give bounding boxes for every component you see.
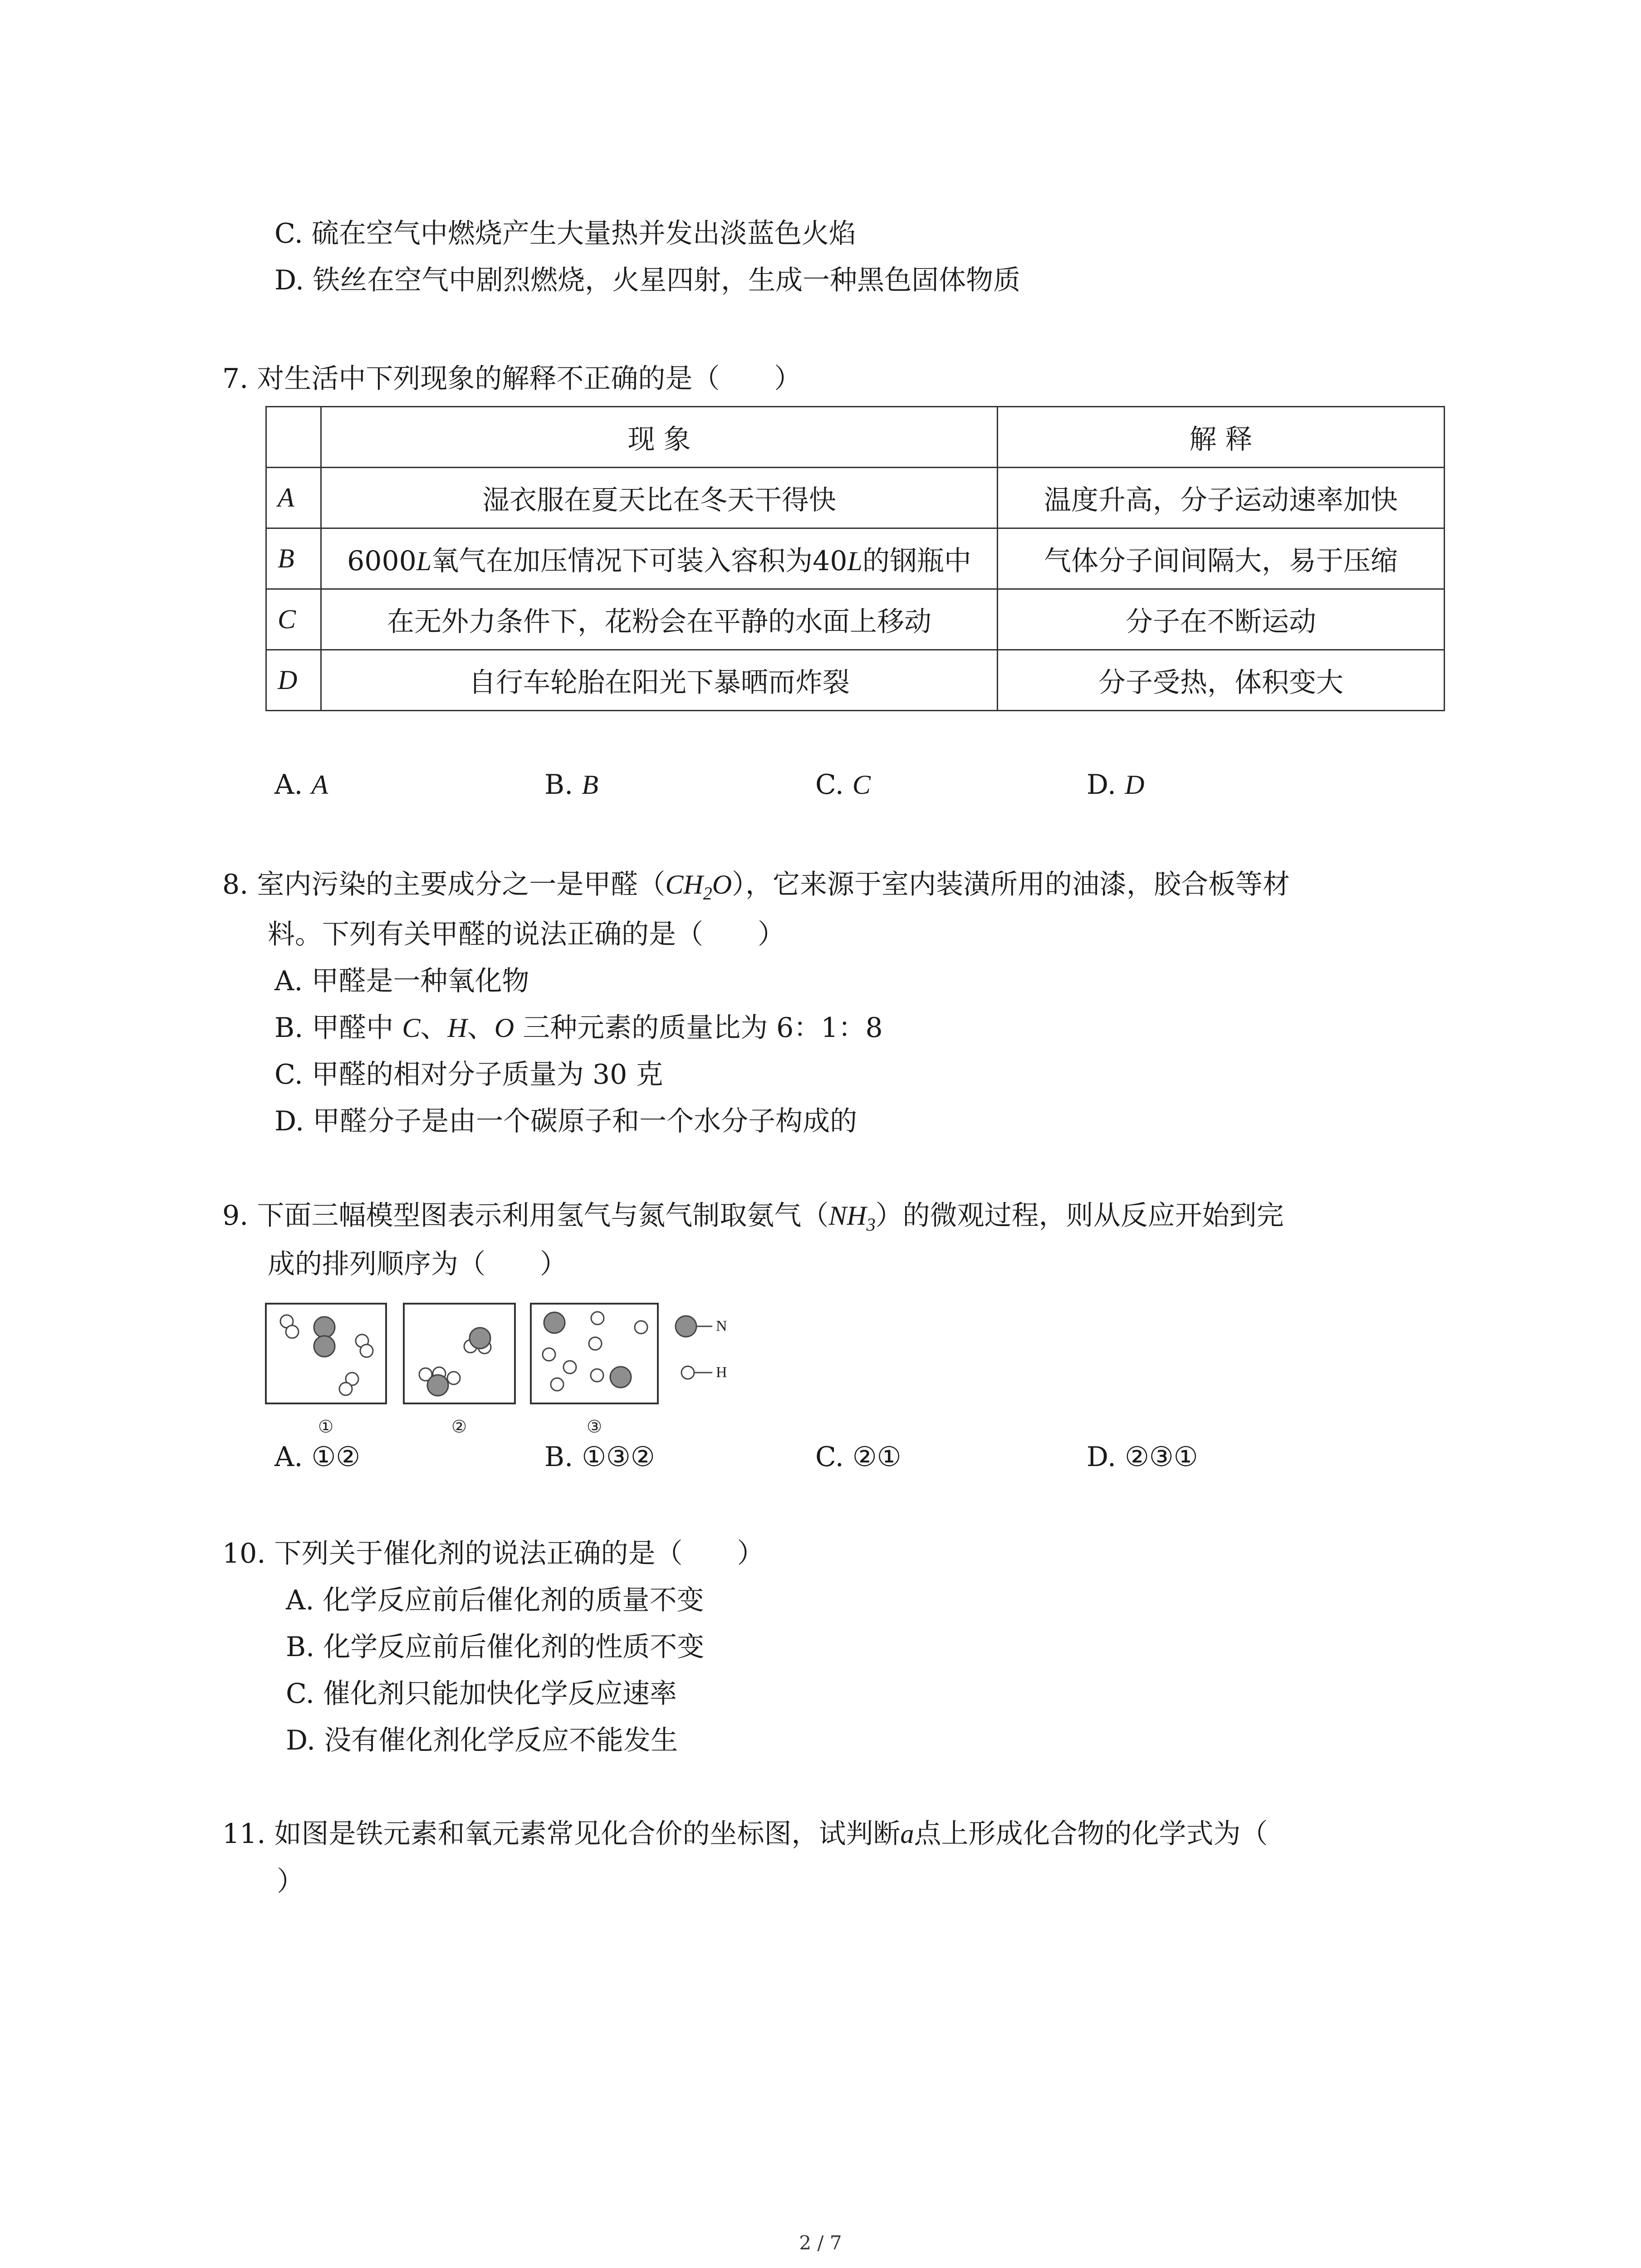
formula-part: O	[712, 870, 732, 899]
formula-subscript: 2	[703, 883, 712, 904]
row-label: C	[266, 589, 321, 650]
nitrogen-atom	[314, 1336, 335, 1357]
option-key: B.	[544, 1441, 573, 1473]
q8-option-a[interactable]: A. 甲醛是一种氧化物	[274, 965, 529, 997]
row-label: B	[266, 528, 321, 589]
option-key: A.	[274, 1441, 303, 1473]
row-phenomenon: 湿衣服在夏天比在冬天干得快	[321, 468, 998, 528]
hydrogen-atom	[339, 1383, 352, 1395]
option-key: A.	[274, 769, 303, 801]
formula-subscript: 3	[866, 1214, 876, 1235]
row-label: A	[266, 468, 321, 528]
q10-option-c[interactable]: C. 催化剂只能加快化学反应速率	[286, 1678, 677, 1710]
option-text: B. 甲醛中	[274, 1012, 402, 1044]
element-symbol: O	[494, 1013, 514, 1043]
figure-label-3: ③	[586, 1417, 603, 1437]
q9-option-a[interactable]	[274, 1439, 360, 1475]
row-phenomenon	[321, 528, 998, 589]
unit-l: L	[847, 546, 862, 576]
q10-option-a[interactable]: A. 化学反应前后催化剂的质量不变	[286, 1584, 704, 1616]
stem-text: 11. 如图是铁元素和氧元素常见化合价的坐标图，试判断	[222, 1818, 901, 1850]
option-text: 三种元素的质量比为 6：1：8	[514, 1012, 883, 1044]
q8-option-c[interactable]: C. 甲醛的相对分子质量为 30 克	[274, 1059, 663, 1090]
table-row	[266, 589, 1445, 650]
table-header-explanation: 解 释	[998, 407, 1445, 468]
figure-label-1: ①	[318, 1417, 334, 1437]
stem-text: 8. 室内污染的主要成分之一是甲醛（	[222, 869, 666, 900]
point-label: a	[900, 1819, 914, 1849]
option-key: C.	[815, 1441, 844, 1473]
hydrogen-atom	[635, 1321, 647, 1334]
q6-option-d: D. 铁丝在空气中剧烈燃烧，火星四射，生成一种黑色固体物质	[274, 264, 1021, 296]
option-value: ①②	[311, 1441, 361, 1473]
q7-stem: 7. 对生活中下列现象的解释不正确的是（ ）	[222, 363, 802, 395]
hydrogen-atom	[591, 1369, 603, 1382]
page-number: 2 / 7	[799, 2232, 842, 2254]
element-symbol: C	[402, 1013, 421, 1043]
q9-stem-line2: 成的排列顺序为（ ）	[268, 1248, 567, 1280]
model-box-2	[404, 1304, 515, 1403]
text-segment: 的钢瓶中	[862, 545, 971, 577]
row-label: D	[266, 650, 321, 711]
nitrogen-atom	[314, 1317, 335, 1338]
hydrogen-atom	[286, 1325, 299, 1338]
option-key: D.	[1087, 769, 1117, 801]
table-row	[266, 650, 1445, 711]
row-explanation: 气体分子间间隔大，易于压缩	[998, 528, 1445, 589]
q7-option-d[interactable]	[1087, 767, 1144, 803]
stem-text: ），它来源于室内装潢所用的油漆，胶合板等材	[732, 869, 1290, 900]
option-value: B	[582, 770, 598, 800]
row-explanation: 分子在不断运动	[998, 589, 1445, 650]
text-segment: 6000	[347, 545, 416, 577]
q9-option-c[interactable]	[815, 1439, 901, 1475]
row-explanation: 温度升高，分子运动速率加快	[998, 468, 1445, 528]
option-value: C	[852, 770, 871, 800]
row-explanation: 分子受热，体积变大	[998, 650, 1445, 711]
q8-option-d[interactable]: D. 甲醛分子是由一个碳原子和一个水分子构成的	[274, 1105, 857, 1137]
q11-stem	[222, 1816, 1268, 1852]
q8-stem-line2: 料。下列有关甲醛的说法正确的是（ ）	[268, 919, 785, 950]
q11-stem-line2: ）	[277, 1866, 304, 1897]
nitrogen-atom	[544, 1312, 565, 1333]
legend-n-label: N	[716, 1318, 727, 1334]
formula	[828, 1201, 876, 1235]
table-header-phenomenon: 现 象	[321, 407, 998, 468]
table-header-blank	[266, 407, 321, 468]
q7-option-c[interactable]	[815, 767, 871, 803]
option-key: D.	[1087, 1441, 1117, 1473]
row-phenomenon: 自行车轮胎在阳光下暴晒而炸裂	[321, 650, 998, 711]
q6-option-c: C. 硫在空气中燃烧产生大量热并发出淡蓝色火焰	[274, 218, 856, 249]
q9-option-d[interactable]	[1087, 1439, 1198, 1475]
option-value: ②①	[852, 1441, 901, 1473]
q9-stem	[222, 1198, 1284, 1243]
hydrogen-atom	[563, 1361, 576, 1374]
formula-part: CH	[665, 870, 703, 899]
q7-table	[265, 406, 1445, 711]
q7-option-a[interactable]	[274, 767, 328, 803]
text-segment: 氧气在加压情况下可装入容积为40	[431, 545, 847, 577]
table-header-row	[266, 407, 1445, 468]
q7-option-b[interactable]	[544, 767, 598, 803]
option-value: A	[311, 770, 328, 800]
hydrogen-atom	[543, 1348, 555, 1361]
stem-text: 9. 下面三幅模型图表示利用氢气与氮气制取氨气（	[222, 1200, 829, 1232]
figure-label-2: ②	[451, 1417, 467, 1437]
formula-part: NH	[828, 1201, 867, 1231]
option-value: ②③①	[1125, 1441, 1198, 1473]
legend-h-label: H	[716, 1364, 727, 1381]
separator: 、	[420, 1012, 448, 1044]
q10-option-b[interactable]: B. 化学反应前后催化剂的性质不变	[286, 1631, 705, 1663]
q8-stem	[222, 866, 1290, 912]
table-row	[266, 528, 1445, 589]
table-row	[266, 468, 1445, 528]
nitrogen-atom	[427, 1375, 448, 1396]
formula	[665, 870, 732, 904]
element-symbol: H	[447, 1013, 467, 1043]
nitrogen-atom	[610, 1367, 631, 1388]
legend-hydrogen-icon	[681, 1366, 694, 1379]
q8-option-b[interactable]	[274, 1010, 883, 1046]
q10-option-d[interactable]: D. 没有催化剂化学反应不能发生	[286, 1725, 678, 1756]
legend-nitrogen-icon	[676, 1316, 696, 1337]
hydrogen-atom	[360, 1344, 373, 1357]
option-value: D	[1125, 770, 1145, 800]
q9-option-b[interactable]	[544, 1439, 655, 1475]
unit-l: L	[416, 546, 432, 576]
stem-text: 点上形成化合物的化学式为（	[914, 1818, 1268, 1850]
separator: 、	[467, 1012, 495, 1044]
q9-model-figure	[263, 1301, 762, 1446]
q10-stem: 10. 下列关于催化剂的说法正确的是（ ）	[222, 1538, 764, 1569]
option-key: C.	[815, 769, 844, 801]
option-value: ①③②	[582, 1441, 655, 1473]
hydrogen-atom	[591, 1312, 604, 1325]
stem-text: ）的微观过程，则从反应开始到完	[875, 1200, 1284, 1232]
hydrogen-atom	[447, 1372, 460, 1384]
hydrogen-atom	[589, 1337, 602, 1350]
hydrogen-atom	[551, 1378, 563, 1391]
nitrogen-atom	[470, 1328, 490, 1349]
option-key: B.	[544, 769, 573, 801]
row-phenomenon: 在无外力条件下，花粉会在平静的水面上移动	[321, 589, 998, 650]
